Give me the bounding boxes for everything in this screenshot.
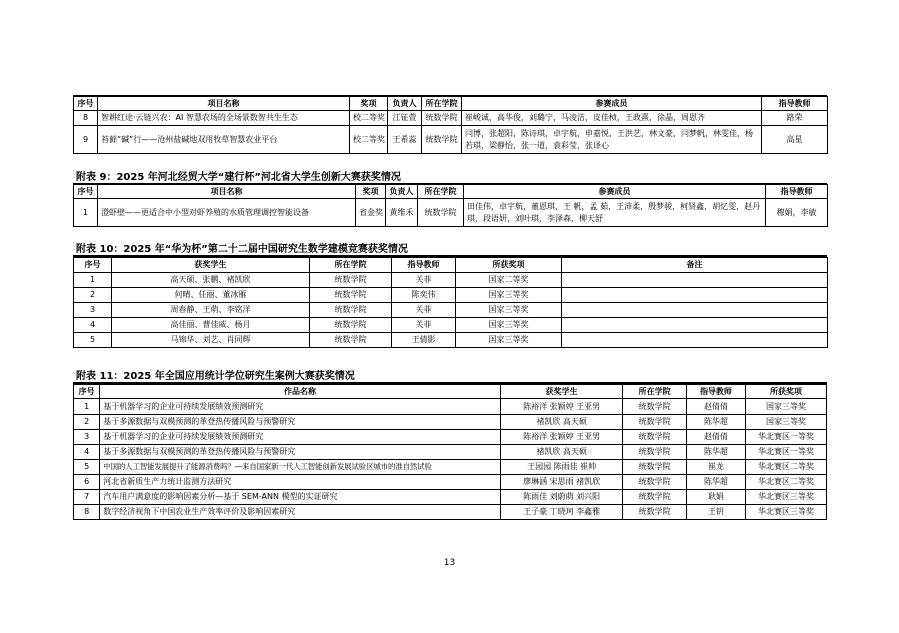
col-header: 序号	[74, 385, 100, 399]
col-header: 所在学院	[623, 385, 686, 399]
page-number: 13	[443, 558, 456, 568]
table-cell: 王倩影	[392, 333, 456, 348]
table-cell: 中国的人工智能发展提升了能源消费吗？—来自国家新一代人工智能创新发展试验区城市的准自然试验	[100, 460, 501, 475]
col-header: 序号	[74, 97, 98, 111]
table-cell: 华北赛区三等奖	[745, 505, 826, 520]
table-cell: 国家三等奖	[456, 288, 562, 303]
col-header: 指导教师	[766, 185, 828, 199]
table-cell: 穆娟，李敏	[766, 199, 828, 227]
table-row	[74, 126, 828, 154]
table-cell: 褚凯欣 高天硕	[500, 445, 623, 460]
table-cell: 统数学院	[418, 199, 464, 227]
table-cell: 基于多源数据与双模预测的革登热传播风险与预警研究	[100, 415, 501, 430]
table-cell: 4	[74, 445, 100, 460]
table-header-row	[74, 385, 827, 399]
table-cell: 王子豪 丁晓珂 李鑫雅	[500, 505, 623, 520]
table-cell: 赵倩倩	[686, 399, 745, 415]
table-cell: 统数学院	[310, 273, 392, 288]
table-cell: 统数学院	[310, 303, 392, 318]
table-cell: 8	[74, 111, 98, 126]
table-cell: 陈雨佳 刘蔚萌 刘兴阳	[500, 490, 623, 505]
table-cell	[562, 273, 828, 288]
table-cell: 陈华超	[686, 415, 745, 430]
table-cell: 3	[74, 303, 112, 318]
table-t9	[73, 184, 828, 227]
table-cell: 国家三等奖	[745, 415, 826, 430]
table-cell: 基于机器学习的企业可持续发展绩效预测研究	[100, 399, 501, 415]
table-row	[74, 303, 828, 318]
col-header: 获奖学生	[500, 385, 623, 399]
col-header: 参赛成员	[464, 185, 766, 199]
table-cell: 陈裕洋 张颖婷 王亚男	[500, 399, 623, 415]
col-header: 所获奖项	[745, 385, 826, 399]
table-cell: 廖琳涵 宋思雨 褚凯欣	[500, 475, 623, 490]
table-cell: 陈奕伟	[392, 288, 456, 303]
table-cell: 高天硕、张鹏、褚凯欣	[112, 273, 310, 288]
table-cell: 关菲	[392, 303, 456, 318]
col-header: 序号	[74, 258, 112, 273]
table-cell: 5	[74, 460, 100, 475]
table-cell: 崔龙	[686, 460, 745, 475]
table-cell: 7	[74, 490, 100, 505]
table-t10	[73, 257, 828, 348]
table-cell: 陈华超	[686, 475, 745, 490]
table-cell: 统数学院	[623, 399, 686, 415]
table-cell: 王希蕊	[388, 126, 422, 154]
table-header-row	[74, 97, 828, 111]
table-row	[74, 273, 828, 288]
table-cell: 褚凯欣 高天硕	[500, 415, 623, 430]
table-cell: 马锦华、刘艺、肖同辉	[112, 333, 310, 348]
table-cell: 1	[74, 199, 98, 227]
table-row	[74, 399, 827, 415]
table-cell: 国家三等奖	[745, 399, 826, 415]
table-cell: 统数学院	[623, 430, 686, 445]
table-cell: 澄虾壁——更适合中小型对虾养殖的水质管理调控智能设备	[98, 199, 356, 227]
table-cell: 4	[74, 318, 112, 333]
col-header: 参赛成员	[462, 97, 762, 111]
table-row	[74, 415, 827, 430]
table-cell: 统数学院	[623, 445, 686, 460]
table-cell: 1	[74, 273, 112, 288]
col-header: 奖项	[356, 185, 386, 199]
table-cell: 校二等奖	[350, 111, 388, 126]
table-cell: 基于机器学习的企业可持续发展绩效预测研究	[100, 430, 501, 445]
table-row	[74, 505, 827, 520]
col-header: 指导教师	[762, 97, 828, 111]
table-cell: 2	[74, 288, 112, 303]
table-cell: 3	[74, 430, 100, 445]
table-cell: 王钥	[686, 505, 745, 520]
table-cell: 国家三等奖	[456, 318, 562, 333]
table-cell: 陈裕洋 张颖婷 王亚男	[500, 430, 623, 445]
table-cell: 统数学院	[623, 505, 686, 520]
table-cell: 何晴、任丽、董冰雁	[112, 288, 310, 303]
table-cell: 统数学院	[623, 475, 686, 490]
table-cell: 江钲萱	[388, 111, 422, 126]
col-header: 所获奖项	[456, 258, 562, 273]
table-cell: 高星	[762, 126, 828, 154]
table-cell: 统数学院	[623, 415, 686, 430]
col-header: 项目名称	[98, 185, 356, 199]
table-row	[74, 333, 828, 348]
table-row	[74, 288, 828, 303]
col-header: 指导教师	[686, 385, 745, 399]
col-header: 负责人	[388, 97, 422, 111]
table-cell: 校二等奖	[350, 126, 388, 154]
table-row	[74, 445, 827, 460]
table-cell: 闫博，张超阳，陈诗琪，卓宇航，申嘉悦，王洪艺，林文豪，闫梦帆，林雯佳，杨若琪，梁静怡，张一道，袁彩莹，张译心	[462, 126, 762, 154]
table-cell: 国家三等奖	[456, 333, 562, 348]
table-cell: 数字经济视角下中国农业生产效率评价及影响因素研究	[100, 505, 501, 520]
table-cell	[562, 288, 828, 303]
col-header: 负责人	[386, 185, 418, 199]
table-row	[74, 199, 828, 227]
table-row	[74, 430, 827, 445]
table-cell: 周春静、王萌、李铭洋	[112, 303, 310, 318]
col-header: 所在学院	[422, 97, 462, 111]
table-row	[74, 318, 828, 333]
table-cell: 赵倩倩	[686, 430, 745, 445]
table-cell: 华北赛区一等奖	[745, 445, 826, 460]
table-cell: 华北赛区二等奖	[745, 460, 826, 475]
table-cell: 省金奖	[356, 199, 386, 227]
table-cell: 汽车用户满意度的影响因素分析—基于 SEM-ANN 模型的实证研究	[100, 490, 501, 505]
table-cell: 1	[74, 399, 100, 415]
col-header: 奖项	[350, 97, 388, 111]
section-title-t9: 附表 9：2025 年河北经贸大学“建行杯”河北省大学生创新大赛获奖情况	[76, 172, 401, 183]
table-cell: 统数学院	[623, 460, 686, 475]
table-cell: 统数学院	[422, 126, 462, 154]
col-header: 所在学院	[418, 185, 464, 199]
table-cell	[562, 333, 828, 348]
col-header: 所在学院	[310, 258, 392, 273]
table-cell: 黄维禾	[386, 199, 418, 227]
table-cell: 高佳丽、曹佳威、杨月	[112, 318, 310, 333]
table-cell: 崔峻诚，高华俊，刘璐宁，马凌洁，皮佳桢，王政熹，徐晶，周恩齐	[462, 111, 762, 126]
table-cell: 关菲	[392, 273, 456, 288]
table-header-row	[74, 258, 828, 273]
table-cell: 华北赛区二等奖	[745, 475, 826, 490]
col-header: 备注	[562, 258, 828, 273]
col-header: 指导教师	[392, 258, 456, 273]
table-cell: 9	[74, 126, 98, 154]
table-cell: 国家三等奖	[456, 303, 562, 318]
table-cell: 5	[74, 333, 112, 348]
table-row	[74, 490, 827, 505]
table-cell: 王园园 陈雨佳 崔帅	[500, 460, 623, 475]
table-cell	[562, 303, 828, 318]
table-cell: 关菲	[392, 318, 456, 333]
table-cell: 路荣	[762, 111, 828, 126]
table-cell: 2	[74, 415, 100, 430]
table-cell: 陈华超	[686, 445, 745, 460]
table-cell: 苔藓“碱”行——沧州盐碱地双用牧草智慧农业平台	[98, 126, 350, 154]
table-row	[74, 111, 828, 126]
table-row	[74, 475, 827, 490]
table-cell: 统数学院	[422, 111, 462, 126]
table-t8	[73, 96, 828, 154]
table-row	[74, 460, 827, 475]
section-title-t10: 附表 10：2025 年“华为杯”第二十二届中国研究生数学建模竞赛获奖情况	[76, 244, 408, 255]
col-header: 获奖学生	[112, 258, 310, 273]
col-header: 作品名称	[100, 385, 501, 399]
section-title-t11: 附表 11：2025 年全国应用统计学位研究生案例大赛获奖情况	[76, 371, 355, 382]
table-header-row	[74, 185, 828, 199]
table-t11	[73, 384, 827, 520]
table-cell: 6	[74, 475, 100, 490]
table-cell: 华北赛区三等奖	[745, 490, 826, 505]
table-cell: 统数学院	[623, 490, 686, 505]
col-header: 项目名称	[98, 97, 350, 111]
table-cell	[562, 318, 828, 333]
table-cell: 统数学院	[310, 318, 392, 333]
table-cell: 华北赛区一等奖	[745, 430, 826, 445]
table-cell: 河北省新质生产力统计监测方法研究	[100, 475, 501, 490]
col-header: 序号	[74, 185, 98, 199]
table-cell: 田佳伟，卓宇航，董恩琪，王 帆，孟 茹，王沛柔，殷梦骏，柯贤鑫，胡忆雯，赵丹琪，段语妍，刘叶琪，李泽森，柳天舒	[464, 199, 766, 227]
table-cell: 基于多源数据与双模预测的革登热传播风险与预警研究	[100, 445, 501, 460]
table-cell: 智耕红途·云链兴农：AI 智慧农场的全场景数智共生生态	[98, 111, 350, 126]
table-cell: 耿娟	[686, 490, 745, 505]
table-cell: 统数学院	[310, 288, 392, 303]
table-cell: 国家二等奖	[456, 273, 562, 288]
table-cell: 8	[74, 505, 100, 520]
table-cell: 统数学院	[310, 333, 392, 348]
